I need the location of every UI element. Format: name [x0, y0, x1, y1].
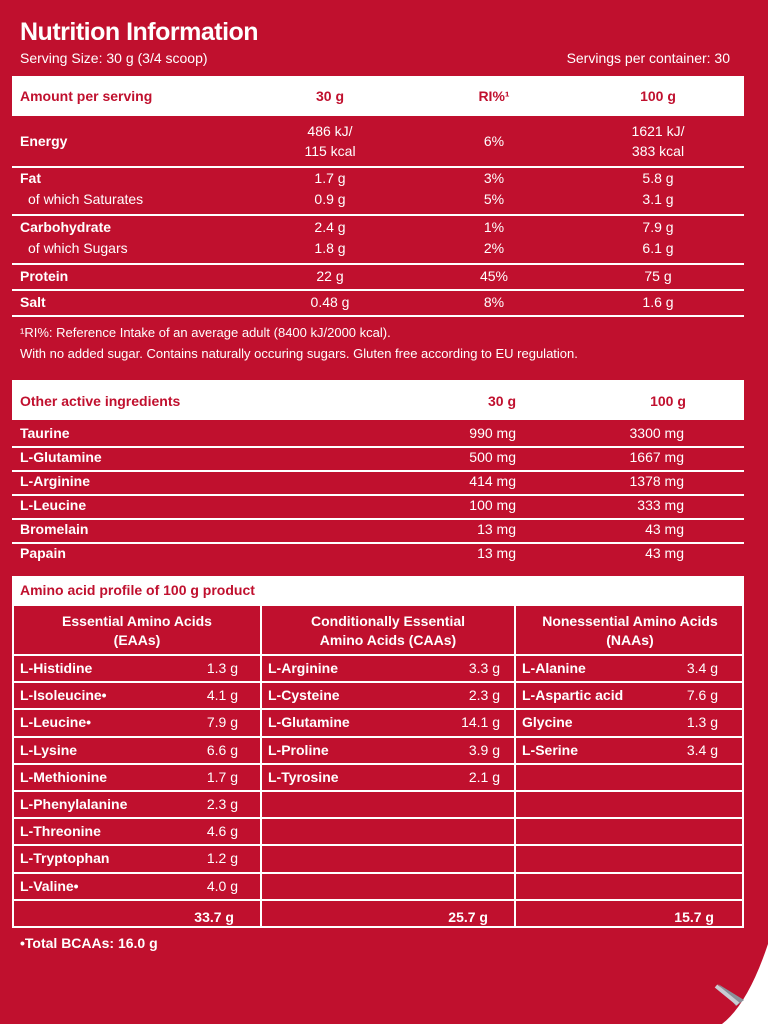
amino-name: L-Tyrosine — [268, 769, 339, 785]
nutrition-row-energy — [12, 122, 744, 164]
value-ri: 1% — [483, 219, 505, 235]
value-ri: 6% — [483, 133, 505, 149]
value-ri: 8% — [483, 294, 505, 310]
heading-line: Amino Acids (CAAs) — [319, 632, 457, 648]
active-row — [12, 544, 744, 566]
divider — [14, 763, 742, 765]
heading-line: Conditionally Essential — [310, 613, 466, 629]
divider — [12, 263, 744, 265]
servings-per-container: Servings per container: 30 — [566, 50, 730, 66]
ingredient-label: L-Leucine — [20, 497, 87, 513]
amino-name: L-Threonine — [20, 823, 101, 839]
heading-line: Essential Amino Acids — [62, 613, 212, 629]
amino-name: L-Leucine• — [20, 714, 92, 730]
ingredient-label: Papain — [20, 545, 66, 561]
amino-value: 7.9 g — [206, 714, 238, 730]
nutrient-sublabel: of which Sugars — [28, 240, 128, 256]
value-ri: 2% — [483, 240, 505, 256]
active-row — [12, 448, 744, 470]
amino-name: L-Valine• — [20, 878, 79, 894]
divider — [12, 315, 744, 317]
value-100g: 3.1 g — [642, 191, 674, 207]
amino-value: 2.1 g — [468, 769, 500, 785]
amino-value: 1.3 g — [686, 714, 718, 730]
nutrition-header — [12, 76, 744, 116]
value-30g: 1.8 g — [314, 240, 346, 256]
divider — [12, 166, 744, 168]
amino-header — [12, 576, 744, 604]
divider — [12, 289, 744, 291]
amino-value: 3.3 g — [468, 660, 500, 676]
active-header — [12, 380, 744, 420]
value-100g: 43 mg — [645, 545, 684, 561]
amino-value: 4.1 g — [206, 687, 238, 703]
amino-name: L-Alanine — [522, 660, 586, 676]
active-row — [12, 472, 744, 494]
divider — [14, 817, 742, 819]
nutrient-sublabel: of which Saturates — [28, 191, 144, 207]
header-ri: RI%¹ — [478, 88, 510, 104]
amino-value: 3.4 g — [686, 742, 718, 758]
divider — [14, 708, 742, 710]
header-active: Other active ingredients — [20, 393, 181, 409]
caa-total: 25.7 g — [448, 909, 488, 925]
value-30g: 22 g — [316, 268, 344, 284]
ingredient-label: Taurine — [20, 425, 70, 441]
amino-name: L-Cysteine — [268, 687, 340, 703]
amino-name: L-Aspartic acid — [522, 687, 624, 703]
amino-value: 3.9 g — [468, 742, 500, 758]
page-curl-icon — [708, 944, 768, 1024]
divider — [12, 214, 744, 216]
value-30g: 2.4 g — [314, 219, 346, 235]
value-100g: 5.8 g — [642, 170, 674, 186]
value-100g: 1621 kJ/ — [631, 123, 685, 139]
value-30g: 13 mg — [477, 521, 516, 537]
serving-size: Serving Size: 30 g (3/4 scoop) — [20, 50, 208, 66]
amino-name: Glycine — [522, 714, 573, 730]
value-100g: 333 mg — [637, 497, 684, 513]
value-100g: 7.9 g — [642, 219, 674, 235]
amino-value: 3.4 g — [686, 660, 718, 676]
heading-line: Nonessential Amino Acids — [542, 613, 718, 629]
bcaa-note: •Total BCAAs: 16.0 g — [20, 935, 158, 951]
divider — [14, 899, 742, 901]
amino-value: 4.0 g — [206, 878, 238, 894]
amino-name: L-Histidine — [20, 660, 93, 676]
nutrient-label: Energy — [20, 133, 68, 149]
active-row — [12, 424, 744, 446]
amino-value: 2.3 g — [468, 687, 500, 703]
value-100g: 1378 mg — [629, 473, 684, 489]
ingredient-label: L-Arginine — [20, 473, 90, 489]
footnote-ri: ¹RI%: Reference Intake of an average adult (8400 kJ/2000 kcal). — [20, 325, 391, 340]
value-100g: 3300 mg — [629, 425, 684, 441]
footnote-sugar: With no added sugar. Contains naturally occuring sugars. Gluten free according to EU regulation. — [20, 346, 578, 361]
page-title: Nutrition Information — [20, 18, 259, 46]
amino-name: L-Isoleucine• — [20, 687, 107, 703]
amino-table — [12, 604, 744, 928]
heading-line: (EAAs) — [113, 632, 161, 648]
value-ri: 3% — [483, 170, 505, 186]
value-30g: 414 mg — [469, 473, 516, 489]
header-100g: 100 g — [650, 393, 686, 409]
amino-value: 14.1 g — [461, 714, 500, 730]
amino-name: L-Lysine — [20, 742, 78, 758]
divider — [14, 790, 742, 792]
header-30g: 30 g — [487, 393, 517, 409]
value-30g: 500 mg — [469, 449, 516, 465]
active-row — [12, 520, 744, 542]
value-100g: 43 mg — [645, 521, 684, 537]
divider — [14, 844, 742, 846]
divider — [14, 736, 742, 738]
divider — [14, 926, 742, 928]
header-amount: Amount per serving — [20, 88, 153, 104]
nutrition-row-protein — [12, 268, 744, 290]
nutrition-row-salt — [12, 294, 744, 316]
amino-value: 1.3 g — [206, 660, 238, 676]
value-30g: 486 kJ/ — [307, 123, 353, 139]
amino-value: 4.6 g — [206, 823, 238, 839]
naa-heading — [516, 612, 744, 650]
value-ri: 5% — [483, 191, 505, 207]
value-ri: 45% — [479, 268, 509, 284]
ingredient-label: L-Glutamine — [20, 449, 102, 465]
value-100g: 75 g — [644, 268, 672, 284]
nutrient-label: Protein — [20, 268, 69, 284]
amino-title: Amino acid profile of 100 g product — [20, 582, 255, 598]
naa-total: 15.7 g — [674, 909, 714, 925]
amino-name: L-Methionine — [20, 769, 108, 785]
amino-name: L-Phenylalanine — [20, 796, 128, 812]
amino-value: 1.2 g — [206, 850, 238, 866]
amino-value: 2.3 g — [206, 796, 238, 812]
divider — [14, 654, 742, 656]
amino-name: L-Glutamine — [268, 714, 350, 730]
amino-name: L-Serine — [522, 742, 579, 758]
eaa-heading — [14, 612, 260, 650]
nutrition-row-carbohydrate — [12, 219, 744, 263]
amino-name: L-Arginine — [268, 660, 338, 676]
value-100g: 1667 mg — [629, 449, 684, 465]
value-30g: 0.9 g — [314, 191, 346, 207]
value-100g-kcal: 383 kcal — [631, 143, 685, 159]
value-100g: 1.6 g — [642, 294, 674, 310]
nutrition-row-fat — [12, 170, 744, 214]
heading-line: (NAAs) — [606, 632, 654, 648]
value-30g: 1.7 g — [314, 170, 346, 186]
value-100g: 6.1 g — [642, 240, 674, 256]
nutrient-label: Carbohydrate — [20, 219, 112, 235]
divider — [14, 681, 742, 683]
value-30g: 13 mg — [477, 545, 516, 561]
amino-value: 7.6 g — [686, 687, 718, 703]
active-row — [12, 496, 744, 518]
value-30g: 990 mg — [469, 425, 516, 441]
ingredient-label: Bromelain — [20, 521, 89, 537]
header-30g: 30 g — [315, 88, 345, 104]
eaa-total: 33.7 g — [194, 909, 234, 925]
amino-value: 1.7 g — [206, 769, 238, 785]
divider — [14, 872, 742, 874]
amino-value: 6.6 g — [206, 742, 238, 758]
value-30g: 0.48 g — [310, 294, 350, 310]
value-30g: 100 mg — [469, 497, 516, 513]
value-30g-kcal: 115 kcal — [304, 143, 356, 159]
header-100g: 100 g — [640, 88, 676, 104]
nutrient-label: Fat — [20, 170, 41, 186]
amino-name: L-Tryptophan — [20, 850, 110, 866]
caa-heading — [262, 612, 514, 650]
amino-name: L-Proline — [268, 742, 329, 758]
nutrient-label: Salt — [20, 294, 46, 310]
